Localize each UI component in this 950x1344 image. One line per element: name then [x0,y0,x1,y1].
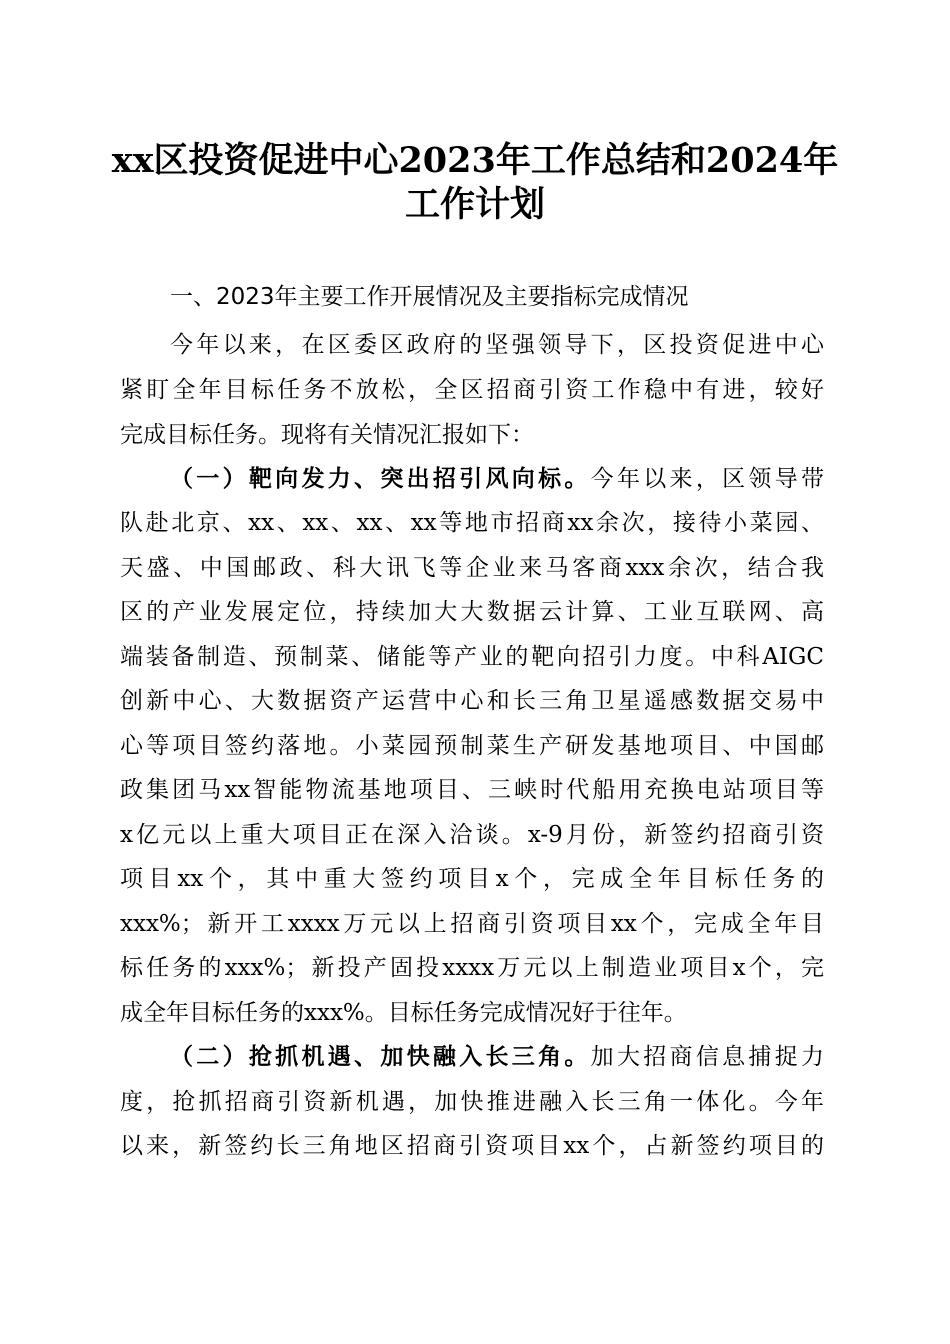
para-1-line: x亿元以上重大项目正在深入洽谈。x-9月份，新签约招商引资 [120,822,824,848]
para-1-first-text: 今年以来，区领导带 [590,466,824,492]
para-1-heading: （一）靶向发力、突出招引风向标。 [170,465,591,492]
para-1-line: 项目xx个，其中重大签约项目x个，完成全年目标任务的 [120,866,824,892]
intro-line-1: 今年以来，在区委区政府的坚强领导下，区投资促进中心 [170,332,824,358]
para-1-first-line [170,460,824,498]
intro-line-3: 完成目标任务。现将有关情况汇报如下： [120,422,534,448]
para-1-line: 成全年目标任务的xxx%。目标任务完成情况好于往年。 [120,1000,687,1026]
para-2-line: 度，抢抓招商引资新机遇，加快推进融入长三角一体化。今年 [120,1089,824,1115]
para-1-line: 端装备制造、预制菜、储能等产业的靶向招引力度。中科AIGC [120,644,824,670]
document-title-line-2: 工作计划 [404,184,545,225]
intro-line-2: 紧盯全年目标任务不放松，全区招商引资工作稳中有进，较好 [120,377,824,403]
para-1-line: 政集团马xx智能物流基地项目、三峡时代船用充换电站项目等 [120,777,824,803]
section-1-heading: 一、2023年主要工作开展情况及主要指标完成情况 [170,284,689,310]
para-2-line: 以来，新签约长三角地区招商引资项目xx个，占新签约项目的 [120,1133,824,1159]
para-1-line: 创新中心、大数据资产运营中心和长三角卫星遥感数据交易中 [120,688,824,714]
para-2-first-text: 加大招商信息捕捉力 [590,1044,824,1070]
para-1-line: 天盛、中国邮政、科大讯飞等企业来马客商xxx余次，结合我 [120,555,824,581]
para-1-line: 心等项目签约落地。小菜园预制菜生产研发基地项目、中国邮 [120,733,824,759]
para-1-line: 标任务的xxx%；新投产固投xxxx万元以上制造业项目x个，完 [120,955,824,981]
para-1-line: xxx%；新开工xxxx万元以上招商引资项目xx个，完成全年目 [120,911,824,937]
para-1-line: 队赴北京、xx、xx、xx、xx等地市招商xx余次，接待小菜园、 [120,510,824,536]
document-title-line-1: xx区投资促进中心2023年工作总结和2024年 [111,140,839,181]
para-1-line: 区的产业发展定位，持续加大大数据云计算、工业互联网、高 [120,599,824,625]
para-2-heading: （二）抢抓机遇、加快融入长三角。 [170,1043,591,1070]
para-2-first-line [170,1038,824,1076]
